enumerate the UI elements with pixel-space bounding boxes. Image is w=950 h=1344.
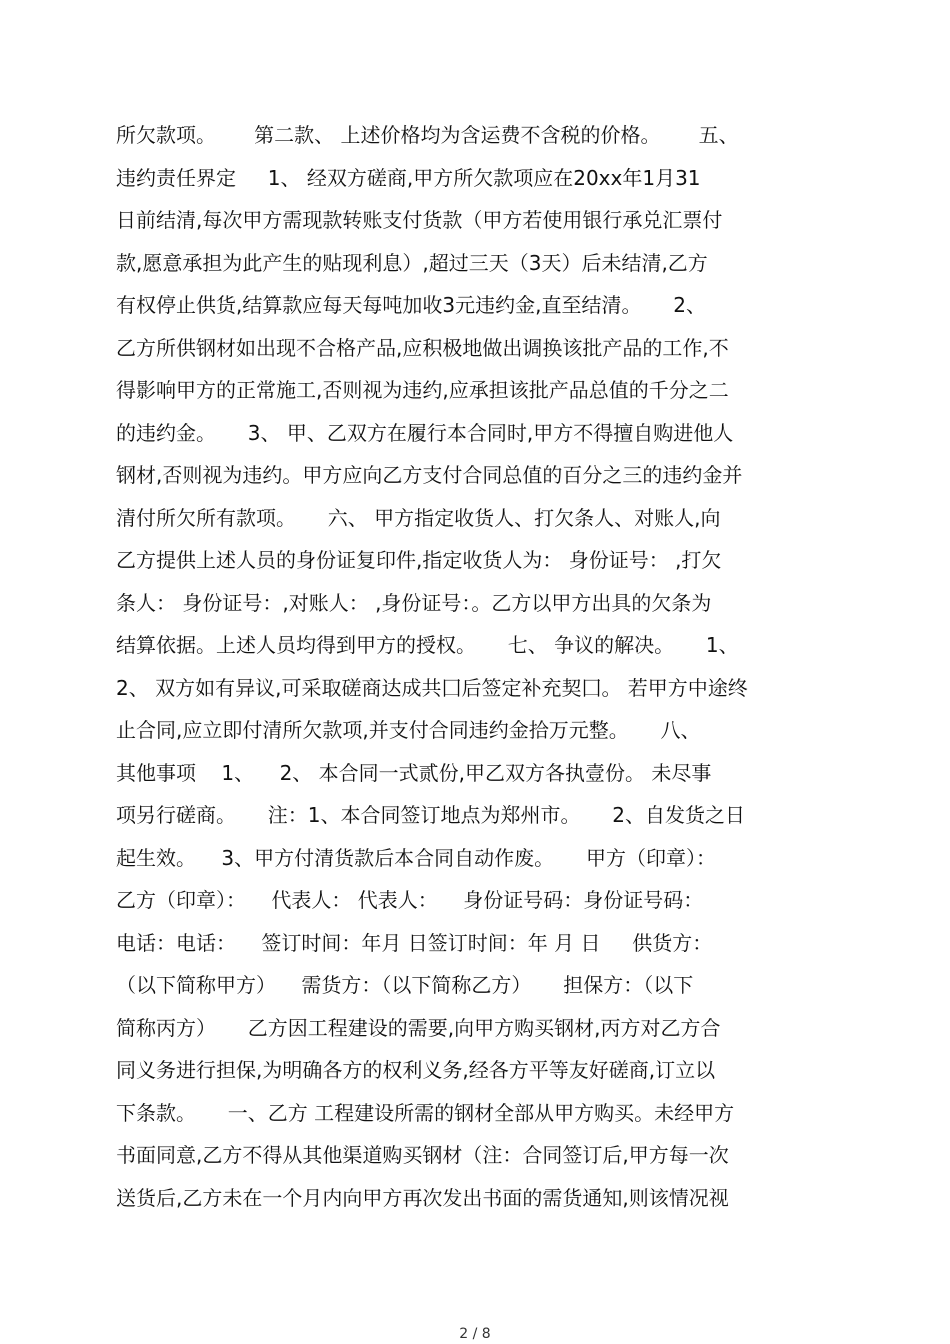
text-line: 电话：电话： 签订时间：年月 日签订时间：年 月 日 供货方：	[116, 930, 713, 955]
text-line: 的违约金。 3、 甲、乙双方在履行本合同时,甲方不得擅自购进他人	[116, 420, 734, 445]
text-line: 条人： 身份证号：,对账人： ,身份证号：。乙方以甲方出具的欠条为	[116, 590, 712, 615]
text-line: 日前结清,每次甲方需现款转账支付货款（甲方若使用银行承兑汇票付	[116, 208, 723, 232]
text-line: 同义务进行担保,为明确各方的权利义务,经各方平等友好磋商,订立以	[116, 1058, 716, 1082]
text-line: 简称丙方） 乙方因工程建设的需要,向甲方购买钢材,丙方对乙方合	[116, 1015, 721, 1040]
text-line: 有权停止供货,结算款应每天每吨加收3元违约金,直至结清。 2、	[116, 293, 706, 317]
text-line: 得影响甲方的正常施工,否则视为违约,应承担该批产品总值的千分之二	[116, 378, 729, 402]
text-line: 违约责任界定 1、 经双方磋商,甲方所欠款项应在20xx年1月31	[116, 165, 701, 190]
text-line: 乙方（印章）： 代表人： 代表人： 身份证号码：身份证号码：	[116, 888, 704, 912]
text-line: 下条款。 一、乙方 工程建设所需的钢材全部从甲方购买。未经甲方	[116, 1100, 735, 1125]
text-line: 书面同意,乙方不得从其他渠道购买钢材（注：合同签订后,甲方每一次	[116, 1143, 729, 1167]
text-line: 其他事项 1、 2、 本合同一式贰份,甲乙双方各执壹份。 未尽事	[116, 760, 712, 785]
text-line: 止合同,应立即付清所欠款项,并支付合同违约金拾万元整。 八、	[116, 718, 701, 742]
text-line: 起生效。 3、甲方付清货款后本合同自动作废。 甲方（印章）：	[116, 845, 716, 870]
text-line: 乙方提供上述人员的身份证复印件,指定收货人为： 身份证号： ,打欠	[116, 548, 722, 572]
text-line: 所欠款项。 第二款、 上述价格均为含运费不含税的价格。 五、	[116, 123, 739, 147]
text-line: 项另行磋商。 注：1、本合同签订地点为郑州市。 2、自发货之日	[116, 803, 746, 827]
text-line: 送货后,乙方未在一个月内向甲方再次发出书面的需货通知,则该情况视	[116, 1185, 729, 1210]
text-line: 钢材,否则视为违约。甲方应向乙方支付合同总值的百分之三的违约金并	[116, 463, 743, 487]
document-body	[116, 114, 846, 1219]
text-line: （以下简称甲方） 需货方：（以下简称乙方） 担保方：（以下	[116, 973, 694, 997]
text-line: 结算依据。上述人员均得到甲方的授权。 七、 争议的解决。 1、	[116, 633, 739, 657]
text-line: 乙方所供钢材如出现不合格产品,应积极地做出调换该批产品的工作,不	[116, 335, 729, 360]
text-line: 清付所欠所有款项。 六、 甲方指定收货人、打欠条人、对账人,向	[116, 505, 721, 530]
page-number: 2 / 8	[459, 1326, 491, 1342]
text-line: 2、 双方如有异议,可采取磋商达成共囗后签定补充契囗。 若甲方中途终	[116, 675, 748, 700]
text-line: 款,愿意承担为此产生的贴现利息）,超过三天（3天）后未结清,乙方	[116, 250, 708, 275]
